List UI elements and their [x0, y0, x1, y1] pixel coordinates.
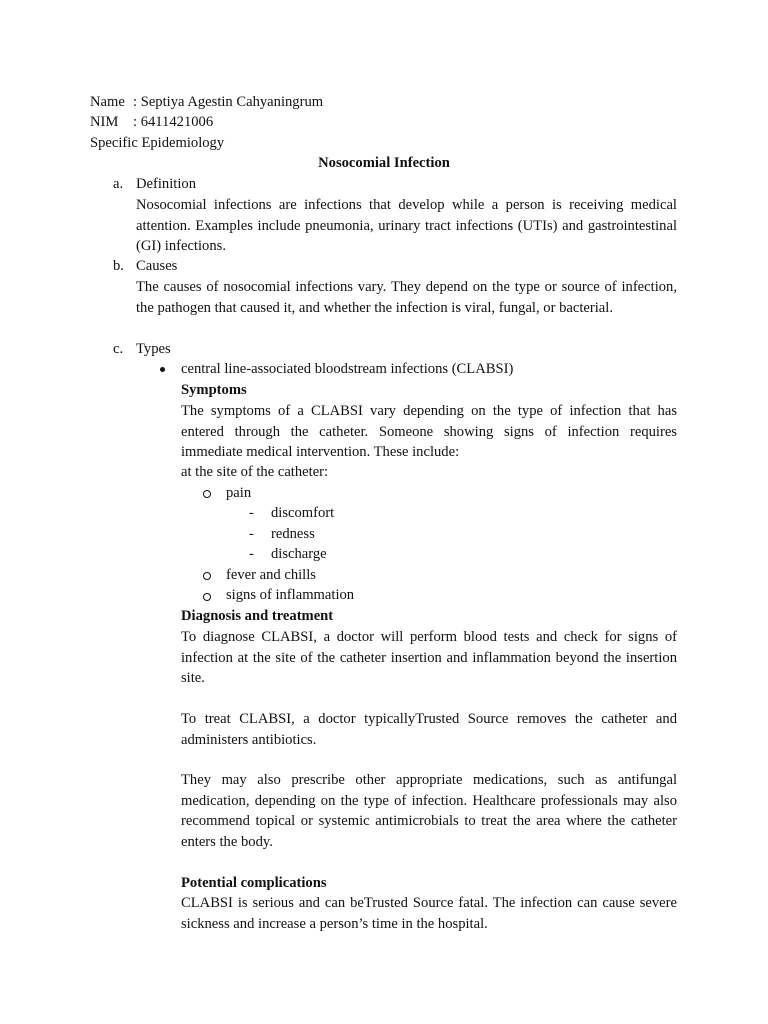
- dash-marker: -: [249, 546, 254, 562]
- bullet-dot-icon: [160, 367, 165, 372]
- sub-item-inflammation: signs of inflammation: [226, 587, 355, 603]
- name-line: [90, 92, 323, 113]
- dash-marker: -: [249, 505, 254, 521]
- causes-heading: Causes: [136, 258, 178, 274]
- symptoms-heading: Symptoms: [181, 382, 247, 398]
- circle-bullet-icon: [203, 490, 211, 498]
- nim-line: [90, 112, 213, 133]
- name-value: : Septiya Agestin Cahyaningrum: [133, 94, 324, 110]
- site-line: at the site of the catheter:: [181, 464, 329, 480]
- definition-marker: a.: [113, 176, 124, 192]
- sub-item-fever: fever and chills: [226, 567, 316, 583]
- symptoms-body: The symptoms of a CLABSI vary depending on the type of infection that has entered through the catheter. Someone showing signs of infection requires immediate medical intervention. These include:: [181, 403, 677, 460]
- document-title: Nosocomial Infection: [318, 155, 450, 171]
- causes-marker: b.: [113, 258, 124, 274]
- clabsi-bullet-text: central line-associated bloodstream infections (CLABSI): [181, 361, 514, 377]
- complications-body: CLABSI is serious and can beTrusted Source fatal. The infection can cause severe sickness and increase a person’s time in the hospital.: [181, 895, 677, 932]
- definition-heading: Definition: [136, 176, 196, 192]
- nim-value: : 6411421006: [133, 114, 214, 130]
- name-label: Name: [90, 94, 125, 110]
- diagnosis-paragraph-1: To diagnose CLABSI, a doctor will perform blood tests and check for signs of infection at the site of the catheter insertion and inflammation beyond the insertion site.: [181, 629, 677, 686]
- course-line: Specific Epidemiology: [90, 135, 225, 151]
- dash-item-discomfort: discomfort: [271, 505, 335, 521]
- dash-item-redness: redness: [271, 526, 315, 542]
- causes-body: The causes of nosocomial infections vary. They depend on the type or source of infection, the pathogen that caused it, and whether the infection is viral, fungal, or bacterial.: [136, 279, 677, 316]
- circle-bullet-icon: [203, 572, 211, 580]
- nim-label: NIM: [90, 114, 119, 130]
- definition-body: Nosocomial infections are infections that develop while a person is receiving medical attention. Examples include pneumonia, urinary tract infections (UTIs) and gastrointestinal (GI) infections.: [136, 197, 677, 254]
- circle-bullet-icon: [203, 593, 211, 601]
- complications-heading: Potential complications: [181, 875, 327, 891]
- dash-marker: -: [249, 526, 254, 542]
- sub-item-pain: pain: [226, 485, 252, 501]
- diagnosis-heading: Diagnosis and treatment: [181, 608, 334, 624]
- types-marker: c.: [113, 341, 124, 357]
- diagnosis-paragraph-2: To treat CLABSI, a doctor typicallyTrusted Source removes the catheter and administers antibiotics.: [181, 711, 677, 748]
- dash-item-discharge: discharge: [271, 546, 327, 562]
- diagnosis-paragraph-3: They may also prescribe other appropriate medications, such as antifungal medication, depending on the type of infection. Healthcare professionals may also recommend topical or systemic antimicrobials to treat the area where the catheter enters the body.: [181, 772, 677, 850]
- types-heading: Types: [136, 341, 171, 357]
